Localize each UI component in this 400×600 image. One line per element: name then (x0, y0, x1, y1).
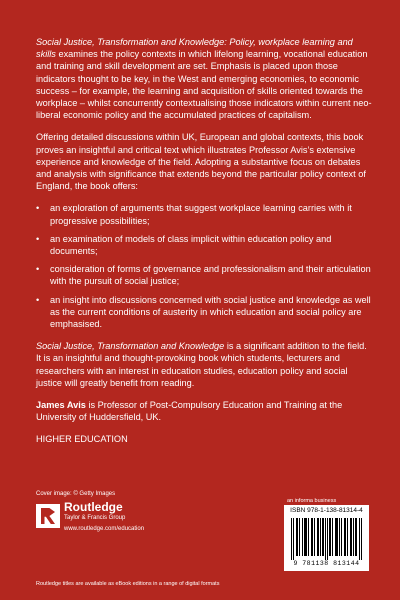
barcode-digits: 9 781138 813144 (293, 560, 360, 567)
book-title-italic-short: Social Justice, Transformation and Knowledge (36, 341, 225, 352)
publisher-url: www.routledge.com/education (64, 526, 145, 532)
author-name: James Avis (36, 400, 86, 411)
bullet-icon: • (36, 294, 40, 305)
book-title-italic: Social Justice, Transformation and Knowledge: Policy, workplace learning and skills (36, 37, 353, 60)
significance-paragraph: Social Justice, Transformation and Knowledge is a significant addition to the field. It is an insightful and thought-provoking book which students, lecturers and researchers with an interest in education studies, education policy and social justice will greatly benefit from reading. (36, 341, 367, 388)
intro-paragraph (36, 36, 372, 121)
list-item: • an examination of models of class implicit within education policy and documents; (36, 233, 332, 257)
isbn-barcode (284, 505, 369, 571)
ebook-footer: Routledge titles are available as eBook editions in a range of digital formats (36, 581, 220, 587)
back-cover-text (36, 36, 372, 456)
list-item: • an exploration of arguments that suggest workplace learning carries with it progressive possibilities; (36, 203, 352, 226)
list-item: • an insight into discussions concerned with social justice and knowledge as well as the current conditions of austerity in which education and social policy are emphasised. (36, 294, 371, 330)
intro-text: examines the policy contexts in which lifelong learning, vocational education and training and skill development are set. Emphasis is placed upon those indicators thought to be key, in the West and emerging economies, to economic success – for example, the learning and acquisition of skills oriented towards the workplace – whilst concurrently contextualising those indicators within current neo-liberal economic policy and the accumulated practices of capitalism. (36, 49, 372, 121)
publisher-group: Taylor & Francis Group (64, 515, 126, 521)
routledge-logo-icon (36, 504, 60, 528)
list-item: • consideration of forms of governance and professionalism and their articulation with the pursuit of social justice; (36, 264, 371, 287)
isbn-number: ISBN 978-1-138-81314-4 (290, 507, 363, 514)
barcode-icon (291, 518, 362, 560)
publisher-brand: Routledge (64, 500, 123, 514)
bullet-icon: • (36, 264, 40, 275)
context-paragraph: Offering detailed discussions within UK, European and global contexts, this book proves an insightful and critical text which illustrates Professor Avis’s extensive experience and knowledge of the field. Adopting a substantive focus on debates and analysis with significance that extends beyond the particular policy context of England, the book offers: (36, 132, 366, 192)
feature-list (36, 202, 372, 330)
cover-credit: Cover image: © Getty Images (36, 491, 116, 497)
informa-tagline: an informa business (287, 498, 337, 504)
subject-category: HIGHER EDUCATION (36, 434, 128, 445)
bullet-icon: • (36, 203, 40, 214)
publisher-logo (36, 501, 144, 533)
bullet-icon: • (36, 233, 40, 244)
author-bio: James Avis is Professor of Post-Compulsory Education and Training at the University of Huddersfield, UK. (36, 400, 343, 423)
